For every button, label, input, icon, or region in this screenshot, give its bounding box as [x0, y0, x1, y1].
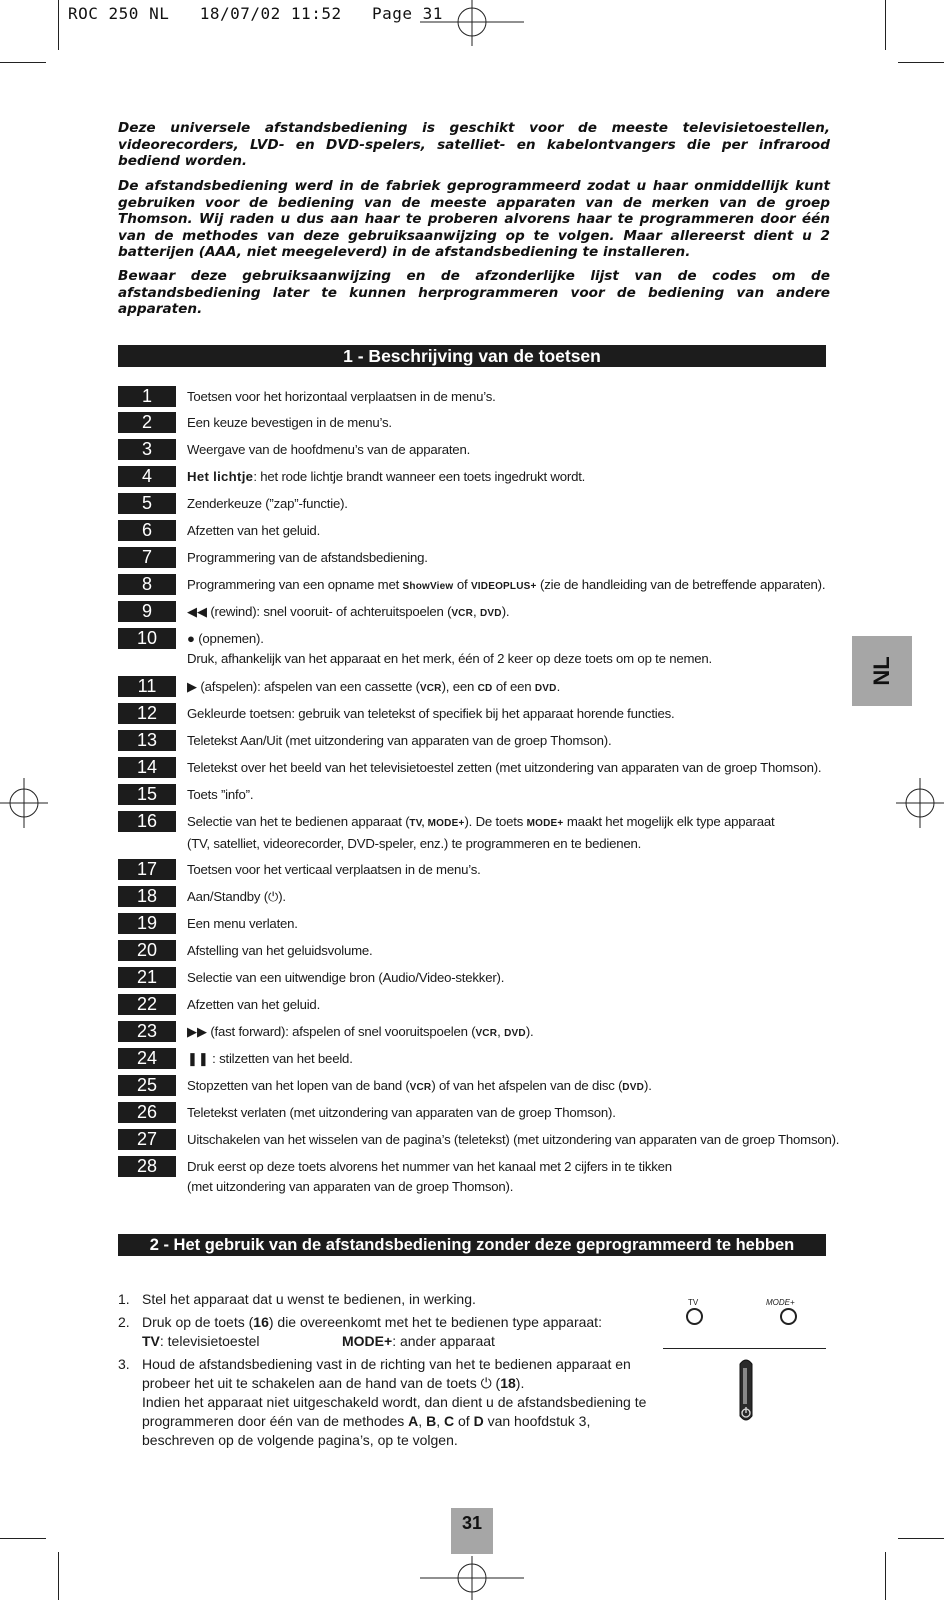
key-description — [187, 968, 827, 988]
key-description-text: Afzetten van het geluid. — [187, 997, 321, 1012]
key-description — [187, 1022, 827, 1044]
key-description-text: Stopzetten van het lopen van de band ( — [187, 1078, 410, 1093]
crop-mark — [885, 0, 886, 50]
key-description-text: ). — [644, 1078, 652, 1093]
media-symbol-icon: ❚❚ — [187, 1051, 209, 1066]
key-description-smallcaps: MODE+ — [526, 818, 564, 829]
language-tab-label: NL — [869, 656, 894, 686]
intro-paragraph-2: De afstandsbediening werd in de fabriek geprogrammeerd zodat u haar onmiddellijk kunt gebruiken voor de bediening van de meeste apparaten van de merken van de groep Thomson. Wij raden u dus aan haar te proberen alvorens haar te programmeren door één van de methodes van deze gebruiksaanwijzing op te volgen. Maar allereerst dient u 2 batterijen (AAA, niet meegeleverd) in de afstandsbediening te installeren. — [118, 178, 830, 260]
key-description — [187, 629, 827, 669]
key-description — [187, 602, 827, 624]
key-description — [187, 860, 827, 880]
key-description — [187, 413, 827, 433]
key-description — [187, 731, 827, 751]
crop-mark — [885, 1552, 886, 1600]
key-description-smallcaps: VCR — [419, 683, 442, 694]
key-description-text: ), een — [441, 679, 478, 694]
step-key-ref: 18 — [500, 1375, 516, 1391]
registration-mark-bottom — [420, 1556, 524, 1600]
key-description-text: Teletekst Aan/Uit (met uitzondering van apparaten van de groep Thomson). — [187, 733, 612, 748]
language-tab — [852, 636, 912, 706]
key-description-text: , — [497, 1024, 505, 1039]
key-number-badge: 19 — [118, 913, 176, 934]
key-description-text: of — [456, 577, 468, 592]
media-symbol-icon: ▶ — [187, 679, 197, 694]
tv-button-label: TV — [688, 1298, 699, 1307]
key-number-badge: 22 — [118, 994, 176, 1015]
key-description-text: Programmering van de afstandsbediening. — [187, 550, 428, 565]
key-description — [187, 494, 827, 514]
crop-mark — [898, 62, 944, 63]
key-number-badge: 18 — [118, 886, 176, 907]
key-description-text: Druk eerst op deze toets alvorens het nummer van het kanaal met 2 cijfers in te tikken — [187, 1159, 672, 1174]
step-number: 3. — [118, 1356, 130, 1372]
separator: , — [436, 1413, 444, 1429]
step-text: Stel het apparaat dat u wenst te bedienen, in werking. — [142, 1291, 476, 1307]
separator: of — [454, 1413, 474, 1429]
step-3 — [118, 1355, 658, 1450]
method-c: C — [443, 1413, 455, 1429]
key-description — [187, 521, 827, 541]
step-number: 1. — [118, 1291, 130, 1307]
key-description-smallcaps: VCR — [409, 1082, 432, 1093]
key-description-text: (fast forward): afspelen of snel vooruitspoelen ( — [210, 1024, 476, 1039]
key-description-smallcaps: DVD — [622, 1082, 644, 1093]
tv-label: TV — [142, 1333, 160, 1349]
key-description-text: (zie de handleiding van de betreffende apparaten). — [540, 577, 826, 592]
key-description-text: maakt het mogelijk elk type apparaat — [563, 814, 775, 829]
key-description-text: Een keuze bevestigen in de menu’s. — [187, 415, 392, 430]
key-number-badge: 25 — [118, 1075, 176, 1096]
key-description-smallcaps: DVD — [534, 683, 557, 694]
mode-label: MODE+ — [342, 1333, 393, 1349]
method-b: B — [426, 1413, 437, 1429]
key-description-smallcaps: TV, MODE+ — [409, 818, 465, 829]
key-description — [187, 785, 827, 805]
crop-mark — [58, 0, 59, 50]
key-number-badge: 23 — [118, 1021, 176, 1042]
separator: , — [418, 1413, 427, 1429]
key-description — [187, 941, 827, 961]
intro-paragraph-3: Bewaar deze gebruiksaanwijzing en de afzonderlijke lijst van de codes om de afstandsbediening later te kunnen herprogrammeren voor de bediening van andere apparaten. — [118, 268, 830, 317]
key-description-text: Teletekst verlaten (met uitzondering van apparaten van de groep Thomson). — [187, 1105, 616, 1120]
media-symbol-icon: ● — [187, 631, 195, 646]
key-description-text: Weergave van de hoofdmenu’s van de apparaten. — [187, 442, 471, 457]
key-description — [187, 1049, 827, 1069]
key-description-smallcaps: DVD — [479, 608, 502, 619]
step-2 — [118, 1313, 658, 1351]
key-number-badge: 5 — [118, 493, 176, 514]
key-number-badge: 4 — [118, 466, 176, 487]
key-number-badge: 12 — [118, 703, 176, 724]
power-icon: ⏻ — [480, 1375, 492, 1391]
method-d: D — [473, 1413, 484, 1429]
key-description-smallcaps: VIDEOPLUS+ — [470, 581, 537, 592]
key-description-text: of een — [492, 679, 535, 694]
key-description-text: , — [473, 604, 480, 619]
key-number-badge: 13 — [118, 730, 176, 751]
mode-button-label: MODE+ — [766, 1298, 795, 1307]
key-description-text: (met uitzondering van apparaten van de groep Thomson). — [187, 1179, 514, 1194]
key-number-badge: 7 — [118, 547, 176, 568]
key-description-text: : het rode lichtje brandt wanneer een toets ingedrukt wordt. — [253, 469, 586, 484]
key-description-text: : stilzetten van het beeld. — [212, 1051, 353, 1066]
key-number-badge: 11 — [118, 676, 176, 697]
key-number-badge: 20 — [118, 940, 176, 961]
key-description-text: Gekleurde toetsen: gebruik van teletekst of specifiek bij het apparaat horende functies. — [187, 706, 675, 721]
print-header: ROC 250 NL 18/07/02 11:52 Page 31 — [68, 4, 443, 23]
step-text: van hoofdstuk 3, — [483, 1413, 591, 1429]
key-description-smallcaps: ShowView — [402, 581, 454, 592]
media-symbol-icon: ◀◀ — [187, 604, 207, 619]
mode-button-icon — [780, 1308, 797, 1325]
key-description-text: . — [556, 679, 561, 694]
key-description-text: (TV, satelliet, videorecorder, DVD-speler, enz.) te programmeren en te bedienen. — [187, 836, 642, 851]
key-number-badge: 28 — [118, 1156, 176, 1177]
key-description-text: Programmering van een opname met — [187, 577, 400, 592]
key-description-text: Afzetten van het geluid. — [187, 523, 321, 538]
key-description-text: Teletekst over het beeld van het televisietoestel zetten (met uitzondering van apparaten van de groep Thomson). — [187, 760, 822, 775]
key-number-badge: 26 — [118, 1102, 176, 1123]
key-description-text: Een menu verlaten. — [187, 916, 298, 931]
registration-mark-right — [896, 778, 944, 828]
key-number-badge: 21 — [118, 967, 176, 988]
key-description-text: Toetsen voor het horizontaal verplaatsen in de menu’s. — [187, 389, 496, 404]
mode-description: : ander apparaat — [392, 1333, 495, 1349]
key-description-text: Uitschakelen van het wisselen van de pagina’s (teletekst) (met uitzondering van apparaten van de groep Thomson). — [187, 1132, 840, 1147]
registration-mark-left — [0, 778, 48, 828]
key-description-text: Afstelling van het geluidsvolume. — [187, 943, 373, 958]
crop-mark — [0, 1538, 46, 1539]
tv-button-icon — [686, 1308, 703, 1325]
key-number-badge: 27 — [118, 1129, 176, 1150]
crop-mark — [898, 1538, 944, 1539]
key-description — [187, 1103, 827, 1123]
section-1-heading: 1 - Beschrijving van de toetsen — [118, 345, 826, 367]
key-description-bold: Het lichtje — [187, 469, 254, 484]
step-text: ) die overeenkomt met het te bedienen type apparaat: — [268, 1314, 602, 1330]
key-description-text: (opnemen). — [198, 631, 264, 646]
power-icon: ⏻ — [267, 889, 279, 904]
step-text: probeer het uit te schakelen aan de hand van de toets — [142, 1375, 481, 1391]
key-description — [187, 704, 827, 724]
key-description-smallcaps: DVD — [504, 1028, 526, 1039]
power-key-icon — [736, 1358, 756, 1424]
key-number-badge: 1 — [118, 386, 176, 407]
key-number-badge: 17 — [118, 859, 176, 880]
key-description-text: ). — [278, 889, 286, 904]
key-number-badge: 15 — [118, 784, 176, 805]
key-number-badge: 6 — [118, 520, 176, 541]
step-text: ( — [491, 1375, 501, 1391]
key-description-smallcaps: CD — [477, 683, 493, 694]
key-description-smallcaps: VCR — [475, 1028, 498, 1039]
key-description — [187, 887, 827, 907]
key-description-text: ). — [525, 1024, 534, 1039]
key-number-badge: 10 — [118, 628, 176, 649]
step-key-ref: 16 — [253, 1314, 269, 1330]
key-description — [187, 677, 827, 699]
key-description — [187, 548, 827, 568]
method-a: A — [408, 1413, 419, 1429]
key-description-text: ). — [501, 604, 510, 619]
key-description-text: Aan/Standby ( — [187, 889, 268, 904]
key-description — [187, 914, 827, 934]
step-text: ). — [515, 1375, 525, 1391]
key-description-text: Toetsen voor het verticaal verplaatsen in de menu’s. — [187, 862, 481, 877]
key-description-text: Toets ”info”. — [187, 787, 254, 802]
key-description-text: ) of van het afspelen van de disc ( — [431, 1078, 623, 1093]
key-description — [187, 995, 827, 1015]
remote-divider — [663, 1348, 826, 1349]
key-description-text: Selectie van het te bedienen apparaat ( — [187, 814, 410, 829]
key-description — [187, 1130, 840, 1150]
step-1 — [118, 1290, 658, 1309]
key-number-badge: 3 — [118, 439, 176, 460]
key-description — [187, 387, 827, 407]
key-description — [187, 812, 827, 854]
key-description-text: Zenderkeuze (”zap”-functie). — [187, 496, 348, 511]
step-number: 2. — [118, 1314, 130, 1330]
key-description-text: (afspelen): afspelen van een cassette ( — [200, 679, 420, 694]
page-number: 31 — [451, 1508, 493, 1554]
steps-list — [118, 1290, 658, 1454]
media-symbol-icon: ▶▶ — [187, 1024, 207, 1039]
key-number-badge: 8 — [118, 574, 176, 595]
key-description — [187, 467, 827, 487]
key-number-badge: 24 — [118, 1048, 176, 1069]
step-text: Houd de afstandsbediening vast in de richting van het te bedienen apparaat en — [142, 1356, 631, 1372]
key-number-badge: 9 — [118, 601, 176, 622]
crop-mark — [58, 1552, 59, 1600]
key-number-badge: 16 — [118, 811, 176, 832]
key-description-text: ). De toets — [464, 814, 527, 829]
step-text: Indien het apparaat niet uitgeschakeld wordt, dan dient u de afstandsbediening te — [142, 1394, 647, 1410]
registration-mark-top — [420, 0, 524, 48]
tv-description: : televisietoestel — [159, 1333, 260, 1349]
key-description — [187, 1076, 827, 1098]
step-text: programmeren door één van de methodes — [142, 1413, 409, 1429]
key-description — [187, 1157, 827, 1197]
step-text: Druk op de toets ( — [142, 1314, 254, 1330]
key-description — [187, 758, 827, 778]
key-number-badge: 2 — [118, 412, 176, 433]
section-2-heading: 2 - Het gebruik van de afstandsbediening zonder deze geprogrammeerd te hebben — [118, 1234, 826, 1256]
key-description-text: (rewind): snel vooruit- of achteruitspoelen ( — [210, 604, 452, 619]
key-description-text: Druk, afhankelijk van het apparaat en het merk, één of 2 keer op deze toets om op te nemen. — [187, 651, 713, 666]
step-text: beschreven op de volgende pagina’s, op te volgen. — [142, 1432, 458, 1448]
key-description-text: Selectie van een uitwendige bron (Audio/Video-stekker). — [187, 970, 505, 985]
crop-mark — [0, 62, 46, 63]
key-description-smallcaps: VCR — [451, 608, 474, 619]
intro-paragraph-1: Deze universele afstandsbediening is geschikt voor de meeste televisietoestellen, videorecorders, LVD- en DVD-spelers, satelliet- en kabelontvangers die per infrarood bediend worden. — [118, 120, 830, 169]
key-description — [187, 575, 827, 597]
key-description — [187, 440, 827, 460]
key-number-badge: 14 — [118, 757, 176, 778]
